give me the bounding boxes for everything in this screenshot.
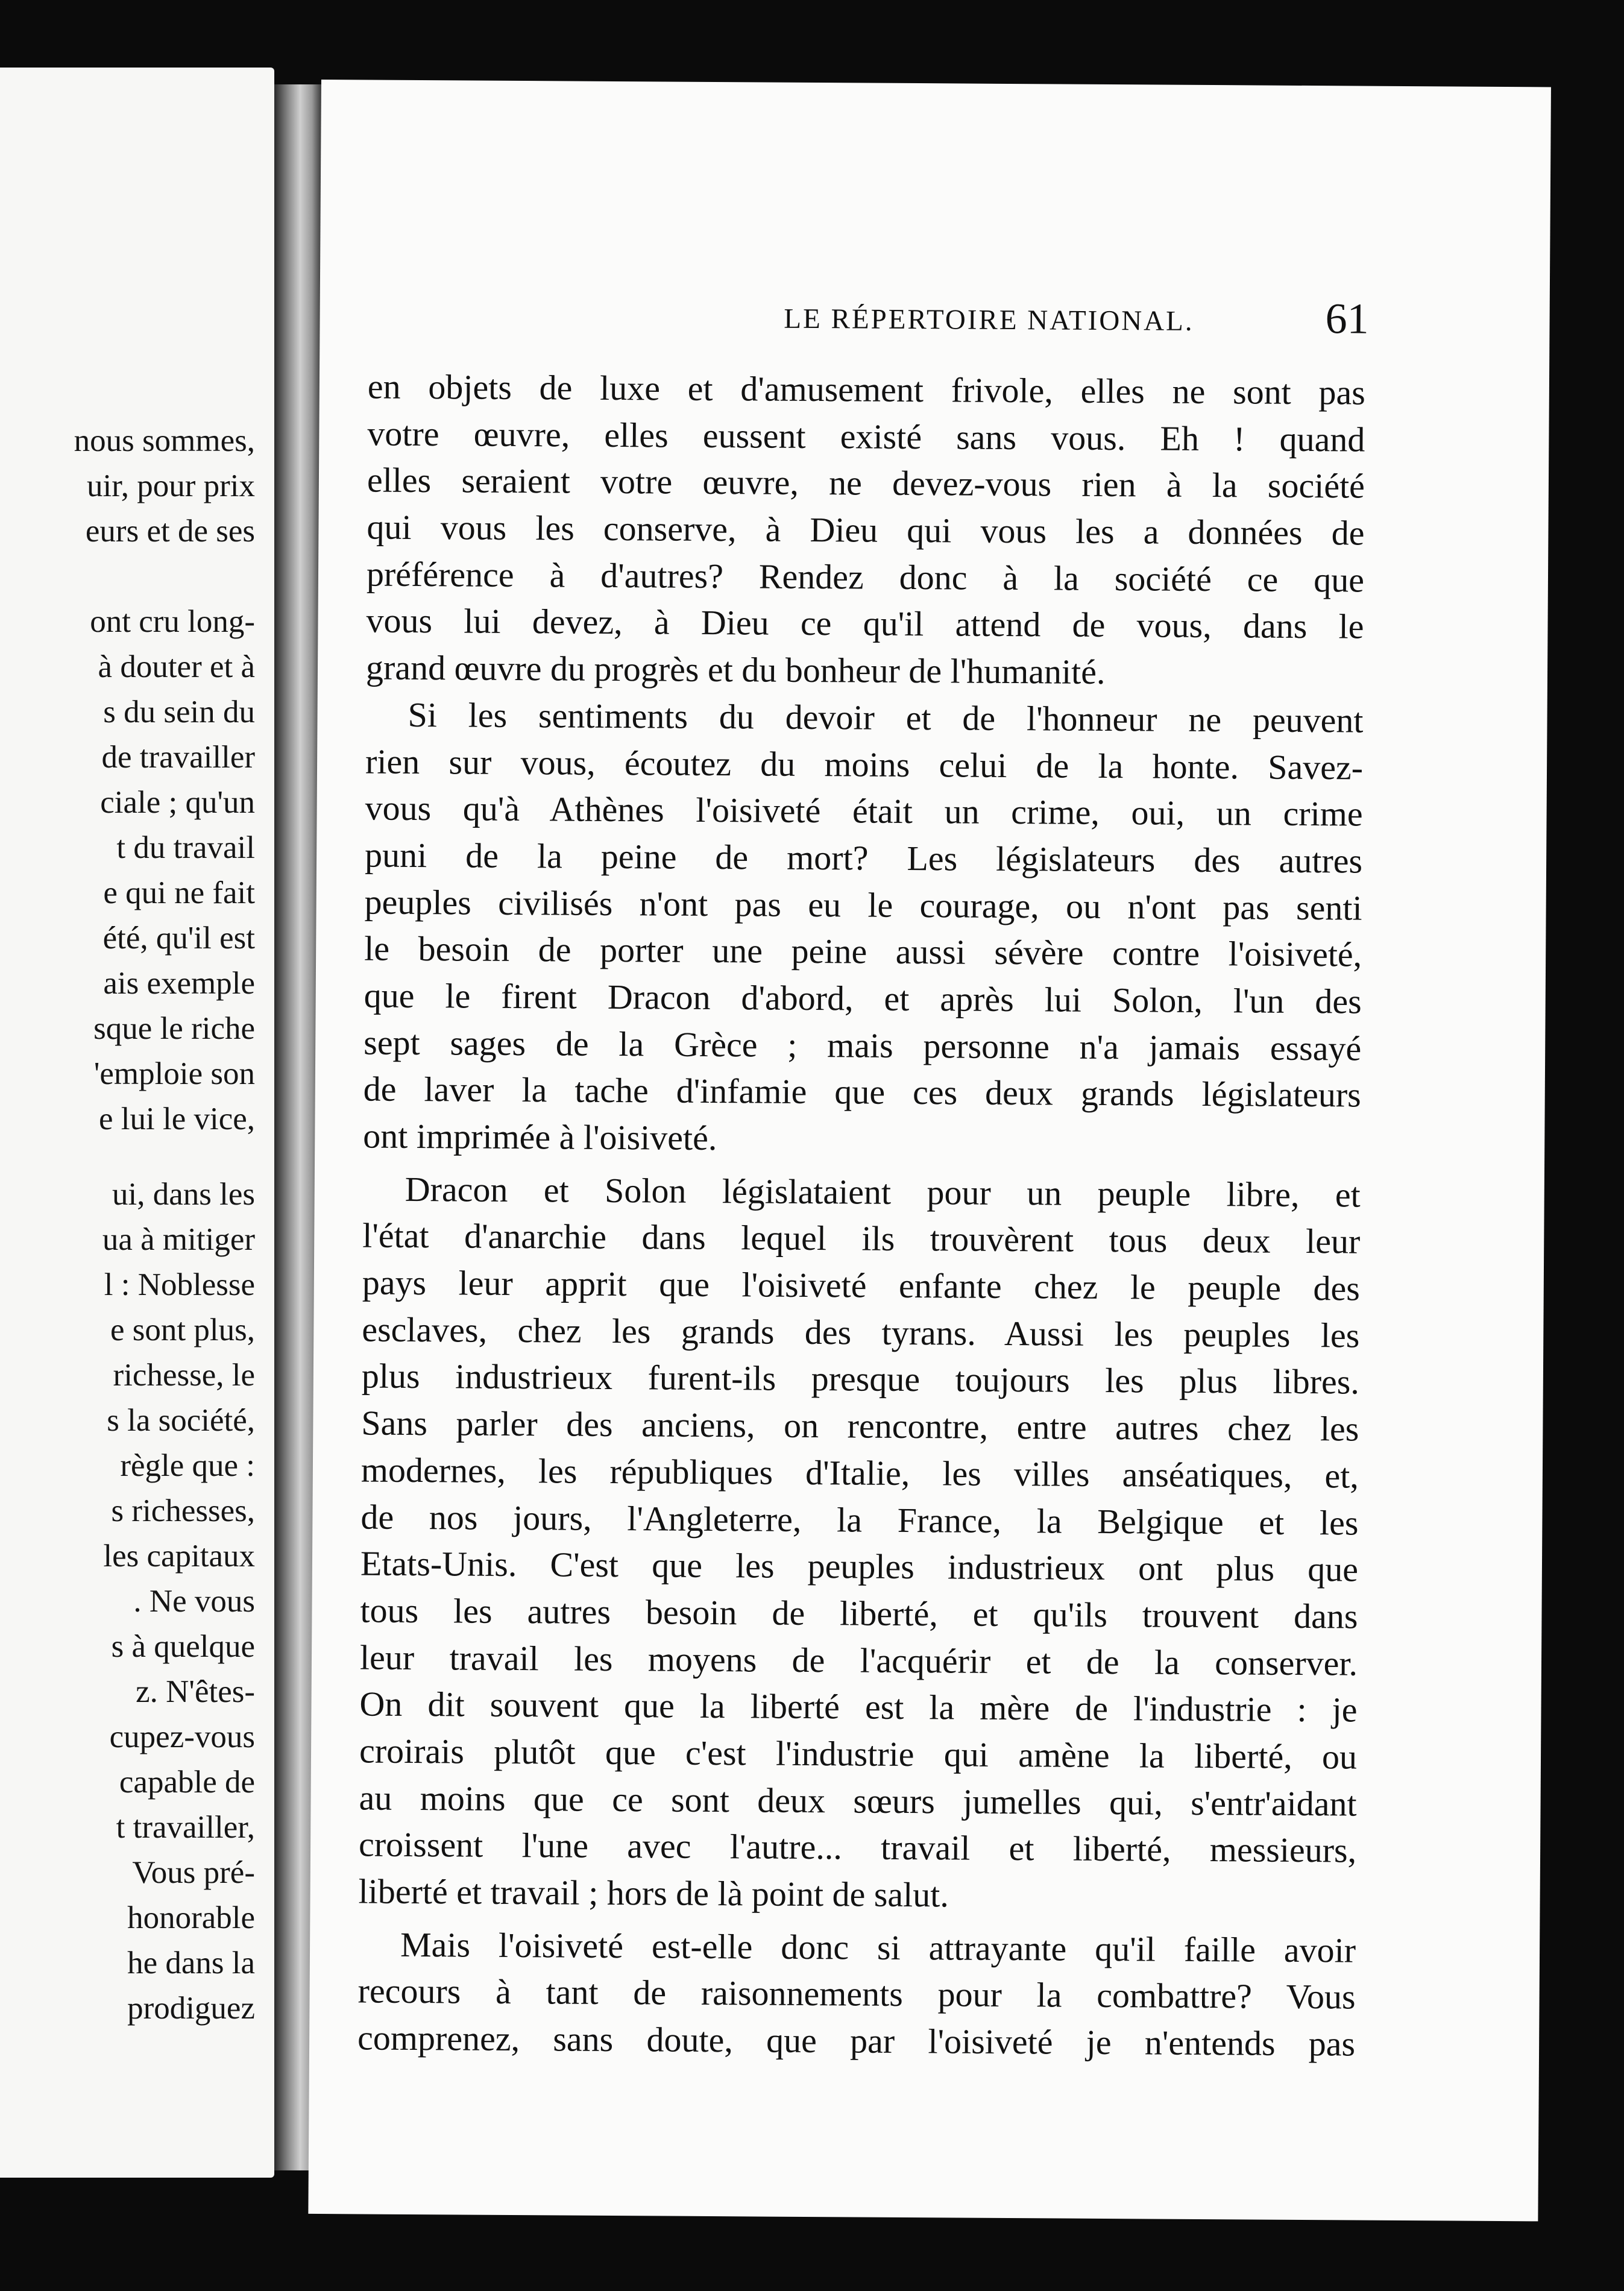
text-line: au moins que ce sont deux sœurs jumelles qui, s'entr'aidant [359,1778,1357,1824]
text-line: Si les sentiments du devoir et de l'honneur ne peuvent [408,695,1364,740]
left-line: t du travail [116,830,255,865]
text-line: en objets de luxe et d'amusement frivole, elles ne sont pas [367,367,1366,412]
text-line: sept sages de la Grèce ; mais personne n'a jamais essayé [364,1023,1362,1068]
left-line: de travailler [101,740,255,775]
left-line: s richesses, [111,1493,255,1528]
page-number: 61 [1325,294,1369,343]
left-line: ciale ; qu'un [100,785,255,820]
text-line: tous les autres besoin de liberté, et qu'ils trouvent dans [360,1590,1358,1636]
left-line: à douter et à [98,649,255,684]
left-line: z. N'êtes- [136,1674,255,1709]
text-line: modernes, les républiques d'Italie, les villes anséatiques, et, [360,1450,1359,1496]
text-line: croirais plutôt que c'est l'industrie qui amène la liberté, ou [359,1731,1358,1777]
left-line: prodiguez [127,1991,255,2026]
text-line: préférence à d'autres? Rendez donc à la société ce que [366,554,1365,600]
left-line: ui, dans les [112,1177,255,1212]
left-line: été, qu'il est [102,921,255,956]
left-line: s du sein du [103,695,255,730]
right-page [308,80,1551,2221]
text-line: leur travail les moyens de l'acquérir et de la conserver. [359,1637,1358,1683]
text-line: peuples civilisés n'ont pas eu le courage, ou n'ont pas senti [364,882,1362,928]
text-line: Etats-Unis. C'est que les peuples industrieux ont plus que [360,1543,1359,1589]
text-line: de nos jours, l'Angleterre, la France, la Belgique et les [360,1496,1359,1543]
text-line: plus industrieux furent-ils presque toujours les plus libres. [361,1356,1360,1402]
left-line: ont cru long- [90,604,255,639]
left-line: cupez-vous [109,1719,255,1754]
left-line: . Ne vous [133,1584,255,1619]
text-line: vous qu'à Athènes l'oisiveté était un crime, oui, un crime [365,788,1363,834]
left-line: capable de [119,1765,255,1800]
text-line: On dit souvent que la liberté est la mère de l'industrie : je [359,1684,1358,1730]
left-line: he dans la [127,1946,255,1981]
left-line: eurs et de ses [85,514,255,549]
text-line: puni de la peine de mort? Les législateurs des autres [364,835,1363,881]
text-line: le besoin de porter une peine aussi sévère contre l'oisiveté, [364,928,1362,974]
left-line: t travailler, [116,1810,255,1845]
left-line: les capitaux [103,1539,255,1574]
text-line: Mais l'oisiveté est-elle donc si attrayante qu'il faille avoir [400,1924,1356,1970]
text-line: votre œuvre, elles eussent existé sans vous. Eh ! quand [367,414,1365,459]
text-line: comprenez, sans doute, que par l'oisiveté je n'entends pas [357,2018,1356,2064]
text-line: ont imprimée à l'oisiveté. [363,1116,717,1158]
left-line: règle que : [120,1448,255,1483]
text-line: l'état d'anarchie dans lequel ils trouvèrent tous deux leur [362,1215,1361,1261]
left-line: ais exemple [103,966,255,1001]
left-line [0,554,255,599]
left-line: uir, pour prix [86,468,255,503]
left-line: 'emploie son [93,1056,255,1091]
left-line: richesse, le [113,1358,255,1393]
text-line: esclaves, chez les grands des tyrans. Aussi les peuples les [362,1309,1360,1355]
text-line: croissent l'une avec l'autre... travail et liberté, messieurs, [358,1824,1357,1870]
left-page-text [0,418,255,2031]
text-line: elles seraient votre œuvre, ne devez-vous rien à la société [367,460,1365,506]
left-page [0,68,274,2178]
left-line: Vous pré- [132,1855,255,1890]
text-line: qui vous les conserve, à Dieu qui vous les a données de [367,507,1365,553]
text-line: Sans parler des anciens, on rencontre, entre autres chez les [361,1403,1359,1449]
left-line: ua à mitiger [102,1222,255,1257]
text-line: de laver la tache d'infamie que ces deux grands législateurs [363,1069,1361,1115]
text-line: rien sur vous, écoutez du moins celui de la honte. Savez- [365,741,1364,787]
text-line: grand œuvre du progrès et du bonheur de l'humanité. [365,648,1106,692]
left-line: s à quelque [111,1629,255,1664]
left-line: e qui ne fait [103,875,255,910]
left-line: e lui le vice, [99,1101,255,1136]
left-line: nous sommes, [74,423,255,458]
text-line: vous lui devez, à Dieu ce qu'il attend de vous, dans le [366,600,1364,647]
text-line: Dracon et Solon législataient pour un peuple libre, et [404,1169,1361,1215]
text-line: que le firent Dracon d'abord, et après lui Solon, l'un des [364,975,1362,1021]
running-title: LE RÉPERTOIRE NATIONAL. [784,303,1194,337]
text-line: liberté et travail ; hors de là point de salut. [358,1871,949,1915]
left-line: l : Noblesse [104,1267,255,1302]
text-line: recours à tant de raisonnements pour la combattre? Vous [357,1971,1356,2017]
left-line: sque le riche [93,1011,255,1046]
left-line: s la société, [107,1403,255,1438]
page-header [386,288,1369,355]
body-text [357,363,1365,2067]
text-line: pays leur apprit que l'oisiveté enfante chez le peuple des [362,1262,1360,1308]
left-line: honorable [127,1900,255,1935]
left-line: e sont plus, [110,1313,255,1347]
